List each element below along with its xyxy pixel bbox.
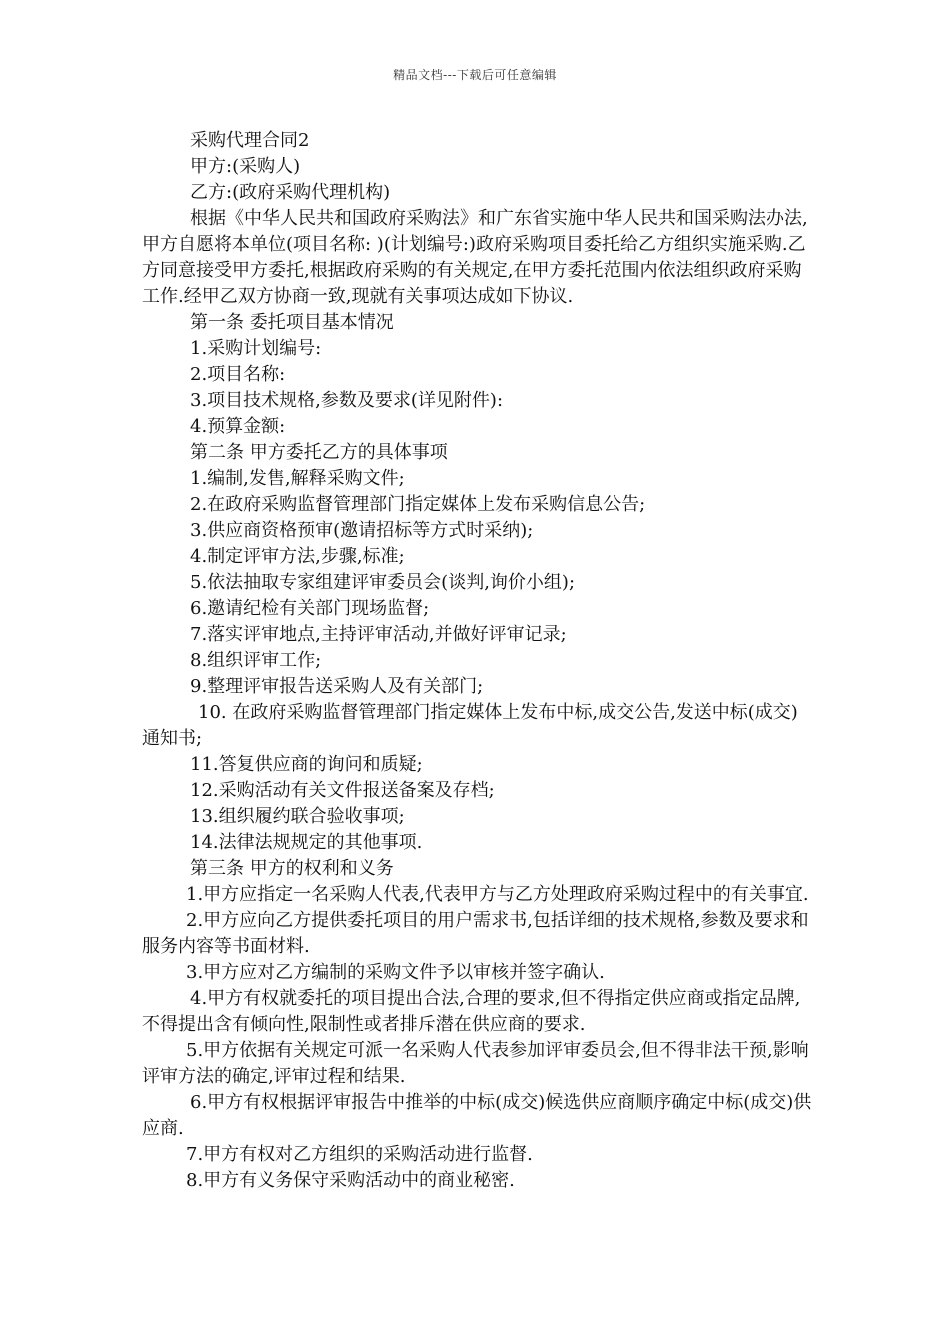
list-item: 14.法律法规规定的其他事项. <box>190 832 423 853</box>
list-item: 8.甲方有义务保守采购活动中的商业秘密. <box>186 1170 515 1191</box>
document-body <box>142 128 812 1194</box>
list-item: 3.甲方应对乙方编制的采购文件予以审核并签字确认. <box>186 962 605 983</box>
list-item: 1.甲方应指定一名采购人代表,代表甲方与乙方处理政府采购过程中的有关事宜. <box>186 884 809 905</box>
party-b: 乙方:(政府采购代理机构) <box>190 182 391 203</box>
list-item: 2.在政府采购监督管理部门指定媒体上发布采购信息公告; <box>190 494 646 515</box>
article-heading: 第二条 甲方委托乙方的具体事项 <box>190 442 448 463</box>
list-item: 4.制定评审方法,步骤,标准; <box>190 546 405 567</box>
list-item: 3.供应商资格预审(邀请招标等方式时采纳); <box>190 520 534 541</box>
party-a: 甲方:(采购人) <box>190 156 301 177</box>
list-item: 6.甲方有权根据评审报告中推举的中标(成交)候选供应商顺序确定中标(成交)供应商. <box>142 1092 812 1139</box>
page-header: 精品文档---下载后可任意编辑 <box>393 68 557 82</box>
list-item: 2.甲方应向乙方提供委托项目的用户需求书,包括详细的技术规格,参数及要求和服务内容等书面材料. <box>142 910 809 957</box>
list-item: 13.组织履约联合验收事项; <box>190 806 405 827</box>
list-item: 1.采购计划编号: <box>190 338 322 359</box>
article-heading: 第一条 委托项目基本情况 <box>190 312 394 333</box>
list-item: 10. 在政府采购监督管理部门指定媒体上发布中标,成交公告,发送中标(成交)通知书; <box>142 702 798 749</box>
article-heading: 第三条 甲方的权利和义务 <box>190 858 394 879</box>
contract-title: 采购代理合同2 <box>190 130 310 151</box>
list-item: 4.甲方有权就委托的项目提出合法,合理的要求,但不得指定供应商或指定品牌,不得提出含有倾向性,限制性或者排斥潜在供应商的要求. <box>142 988 801 1035</box>
list-item: 12.采购活动有关文件报送备案及存档; <box>190 780 495 801</box>
list-item: 7.落实评审地点,主持评审活动,并做好评审记录; <box>190 624 567 645</box>
list-item: 5.依法抽取专家组建评审委员会(谈判,询价小组); <box>190 572 576 593</box>
list-item: 9.整理评审报告送采购人及有关部门; <box>190 676 484 697</box>
list-item: 7.甲方有权对乙方组织的采购活动进行监督. <box>186 1144 533 1165</box>
list-item: 11.答复供应商的询问和质疑; <box>190 754 423 775</box>
list-item: 1.编制,发售,解释采购文件; <box>190 468 405 489</box>
list-item: 2.项目名称: <box>190 364 286 385</box>
list-item: 4.预算金额: <box>190 416 286 437</box>
list-item: 3.项目技术规格,参数及要求(详见附件): <box>190 390 504 411</box>
list-item: 8.组织评审工作; <box>190 650 322 671</box>
list-item: 6.邀请纪检有关部门现场监督; <box>190 598 430 619</box>
list-item: 5.甲方依据有关规定可派一名采购人代表参加评审委员会,但不得非法干预,影响评审方法的确定,评审过程和结果. <box>142 1040 809 1087</box>
preamble-paragraph: 根据《中华人民共和国政府采购法》和广东省实施中华人民共和国采购法办法,甲方自愿将本单位(项目名称: )(计划编号:)政府采购项目委托给乙方组织实施采购.乙方同意接受甲方委托,根据政府采购的有关规定,在甲方委托范围内依法组织政府采购工作.经甲乙双方协商一致,现就有关事项达成如下协议. <box>142 208 808 307</box>
